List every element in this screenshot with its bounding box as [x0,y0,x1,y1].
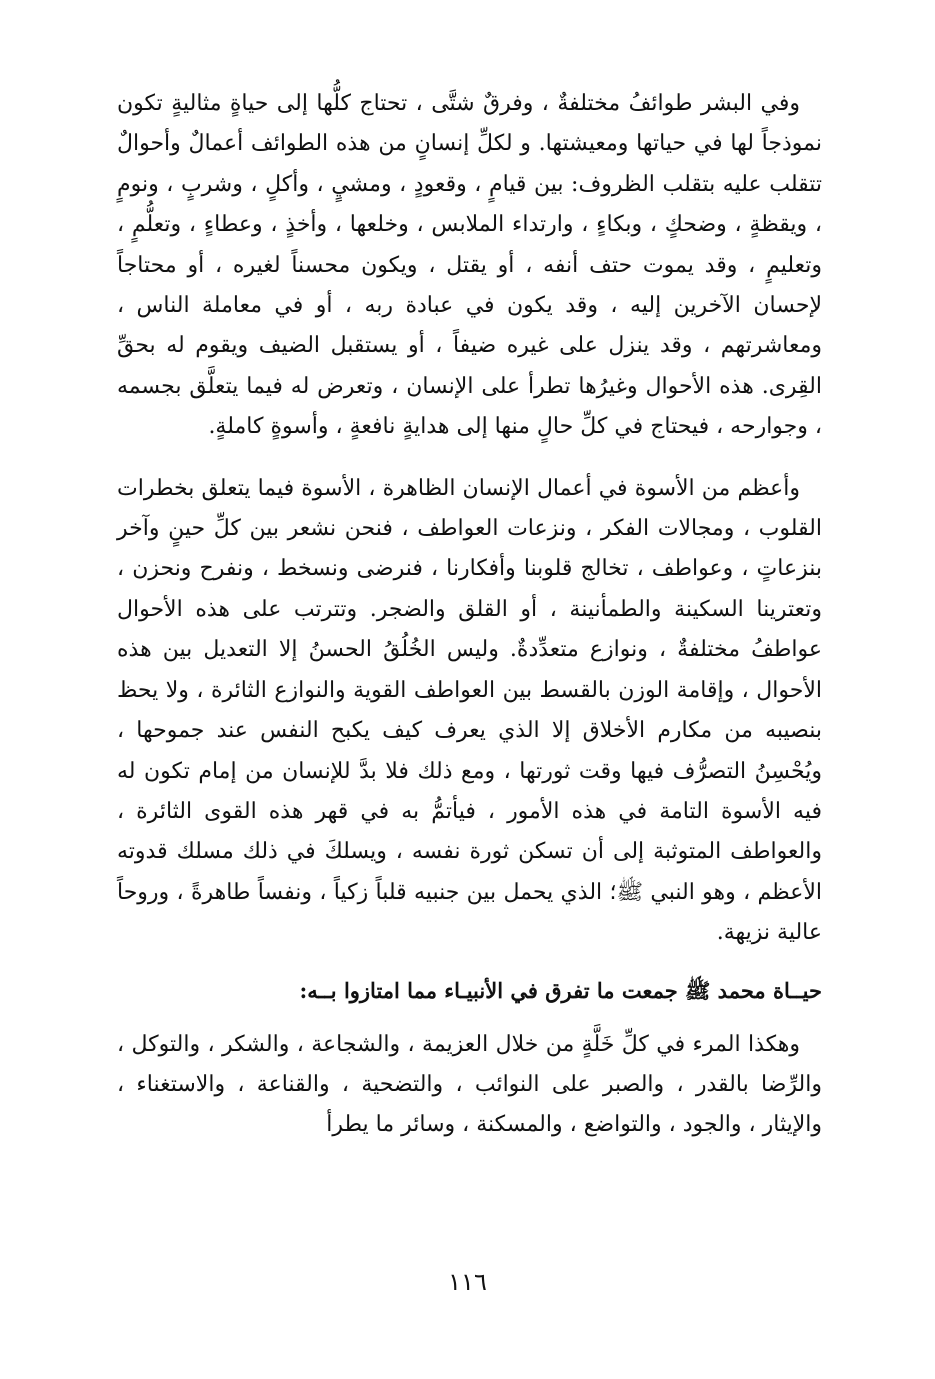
body-paragraph-2: وأعظم من الأسوة في أعمال الإنسان الظاهرة ، الأسوة فيما يتعلق بخطرات القلوب ، ومجالات الفكر ، ونزعات العواطف ، فنحن نشعر بين كلِّ حينٍ وآخر بنزعاتٍ ، وعواطف ، تخالج قلوبنا وأفكارنا ، فنرضى ونسخط ، ونفرح ونحزن ، وتعترينا السكينة والطمأنينة ، أو القلق والضجر. وتترتب على هذه الأحوال عواطفُ مختلفةٌ ، ونوازع متعدِّدةٌ. وليس الخُلُقُ الحسنُ إلا التعديل بين هذه الأحوال ، وإقامة الوزن بالقسط بين العواطف القوية والنوازع الثائرة ، ولا يحظ بنصيبه من مكارم الأخلاق إلا الذي يعرف كيف يكبح النفس عند جموحها ، ويُحْسِنُ التصرُّف فيها وقت ثورتها ، ومع ذلك فلا بدَّ للإنسان من إمام تكون له فيه الأسوة التامة في هذه الأمور ، فيأتمُّ به في قهر هذه القوى الثائرة ، والعواطف المتوثبة إلى أن تسكن ثورة نفسه ، ويسلكَ في ذلك مسلك قدوته الأعظم ، وهو النبي ﷺ؛ الذي يحمل بين جنبيه قلباً زكياً ، ونفساً طاهرةً ، وروحاً عالية نزيهة. [117,475,822,946]
page-number: ١١٦ [448,1268,487,1296]
book-page [117,84,822,1319]
body-paragraph-3: وهكذا المرء في كلِّ خَلَّةٍ من خلال العزيمة ، والشجاعة ، والشكر ، والتوكل ، والرِّضا بالقدر ، والصبر على النوائب ، والتضحية ، والقناعة ، والاستغناء ، والإيثار ، والجود ، والتواضع ، والمسكنة ، وسائر ما يطرأ [117,1031,822,1138]
section-heading: حيــاة محمد ﷺ جمعت ما تفرق في الأنبيـاء مما امتازوا بــه: [299,977,822,1003]
body-paragraph-1: وفي البشر طوائفُ مختلفةٌ ، وفرقٌ شتَّى ، تحتاج كلُّها إلى حياةٍ مثاليةٍ تكون نموذجاً لها في حياتها ومعيشتها. و لكلِّ إنسانٍ من هذه الطوائف أعمالٌ وأحوالٌ تتقلب عليه بتقلب الظروف: بين قيامٍ ، وقعودٍ ، ومشيٍ ، وأكلٍ ، وشربٍ ، ونومٍ ، ويقظةٍ ، وضحكٍ ، وبكاءٍ ، وارتداء الملابس ، وخلعها ، وأخذٍ ، وعطاءٍ ، وتعلُّمٍ ، وتعليمٍ ، وقد يموت حتف أنفه ، أو يقتل ، ويكون محسناً لغيره ، أو محتاجاً لإحسان الآخرين إليه ، وقد يكون في عبادة ربه ، أو في معاملة الناس ، ومعاشرتهم ، وقد ينزل على غيره ضيفاً ، أو يستقبل الضيف ويقوم له بحقِّ القِرى. هذه الأحوال وغيرُها تطرأ على الإنسان ، وتعرض له فيما يتعلَّق بجسمه ، وجوارحه ، فيحتاج في كلِّ حالٍ منها إلى هدايةٍ نافعةٍ ، وأسوةٍ كاملةٍ. [117,91,822,440]
